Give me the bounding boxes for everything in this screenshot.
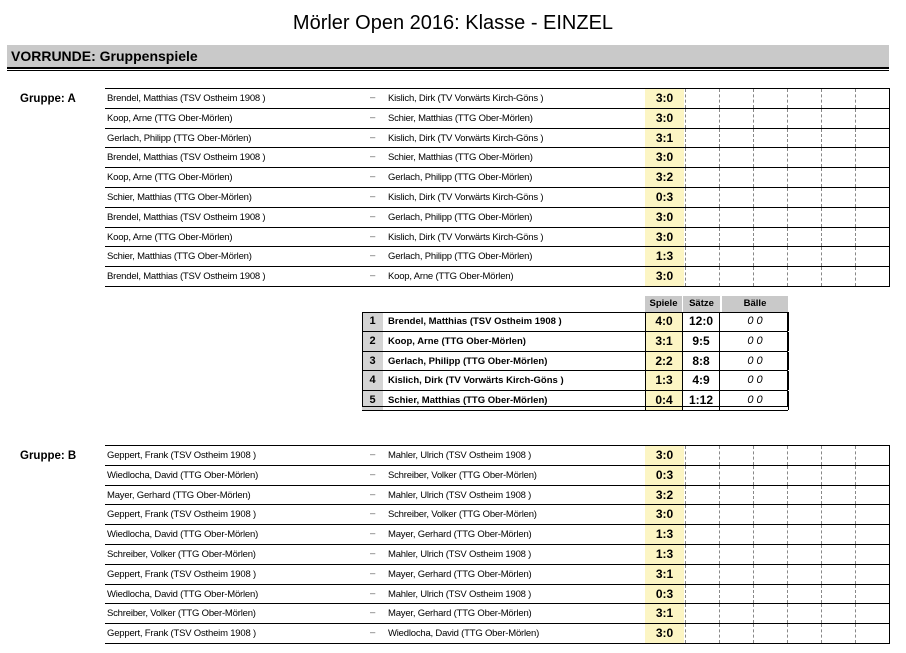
player-name: Brendel, Matthias (TSV Ostheim 1908 )	[388, 316, 562, 327]
set-cell	[685, 604, 686, 623]
set-cell	[685, 525, 686, 544]
match-row	[105, 88, 890, 109]
match-row	[105, 445, 890, 466]
player-name: Kislich, Dirk (TV Vorwärts Kirch-Göns )	[388, 375, 564, 387]
versus-dash: –	[370, 508, 376, 520]
player-home: Brendel, Matthias (TSV Ostheim 1908 )	[107, 152, 266, 164]
set-cell	[685, 267, 686, 286]
player-home: Wiedlocha, David (TTG Ober-Mörlen)	[107, 588, 259, 600]
set-cell	[753, 466, 754, 485]
set-cell	[787, 446, 788, 465]
set-cell	[787, 486, 788, 505]
set-cell	[787, 624, 788, 643]
row-edge	[889, 604, 890, 623]
row-edge	[889, 208, 890, 227]
balls: 0 0	[722, 352, 789, 371]
match-row	[105, 624, 890, 644]
set-cell	[855, 525, 856, 544]
player-away: Mahler, Ulrich (TSV Ostheim 1908 )	[388, 489, 532, 501]
versus-dash: –	[370, 567, 376, 579]
match-score: 1:3	[645, 525, 684, 544]
set-cell	[787, 109, 788, 128]
match-row	[105, 505, 890, 525]
player-home: Gerlach, Philipp (TTG Ober-Mörlen)	[107, 132, 252, 144]
standings-header	[362, 296, 788, 312]
player-home: Brendel, Matthias (TSV Ostheim 1908 )	[107, 93, 266, 104]
row-edge	[889, 89, 890, 108]
player-home: Schreiber, Volker (TTG Ober-Mörlen)	[107, 548, 256, 560]
set-cell	[855, 486, 856, 505]
sets-won-lost: 12:0	[683, 312, 720, 331]
set-cell	[787, 228, 788, 247]
rank: 5	[362, 391, 383, 410]
row-edge	[889, 505, 890, 524]
header-saetze: Sätze	[683, 296, 720, 312]
player-home: Schreiber, Volker (TTG Ober-Mörlen)	[107, 608, 256, 620]
set-cell	[753, 486, 754, 505]
set-cell	[685, 624, 686, 643]
group-a-standings	[362, 296, 788, 411]
versus-dash: –	[370, 230, 376, 242]
row-edge	[889, 228, 890, 247]
rank: 3	[362, 352, 383, 371]
set-cell	[821, 188, 822, 207]
match-score: 1:3	[645, 247, 684, 266]
sets-won-lost: 8:8	[683, 352, 720, 371]
set-cell	[821, 228, 822, 247]
set-cell	[855, 585, 856, 604]
versus-dash: –	[370, 449, 376, 460]
set-cell	[821, 505, 822, 524]
player-name: Koop, Arne (TTG Ober-Mörlen)	[388, 335, 526, 347]
match-score: 3:0	[645, 624, 684, 643]
match-score: 3:0	[645, 267, 684, 286]
set-cell	[787, 208, 788, 227]
set-cell	[855, 188, 856, 207]
set-cell	[685, 129, 686, 148]
player-home: Koop, Arne (TTG Ober-Mörlen)	[107, 172, 233, 184]
group-a-matches	[105, 88, 890, 287]
set-cell	[719, 545, 720, 564]
player-home: Brendel, Matthias (TSV Ostheim 1908 )	[107, 271, 266, 283]
match-score: 3:2	[645, 168, 684, 187]
player-home: Schier, Matthias (TTG Ober-Mörlen)	[107, 191, 252, 203]
set-cell	[685, 545, 686, 564]
set-cell	[821, 208, 822, 227]
set-cell	[719, 585, 720, 604]
set-cell	[685, 446, 686, 465]
versus-dash: –	[370, 210, 376, 222]
set-cell	[719, 466, 720, 485]
player-home: Wiedlocha, David (TTG Ober-Mörlen)	[107, 529, 259, 541]
set-cell	[753, 129, 754, 148]
row-edge	[889, 585, 890, 604]
set-cell	[719, 89, 720, 108]
match-row	[105, 525, 890, 545]
row-edge	[889, 565, 890, 584]
player-home: Koop, Arne (TTG Ober-Mörlen)	[107, 231, 233, 243]
games-won-lost: 2:2	[645, 352, 683, 371]
match-row	[105, 148, 890, 168]
set-cell	[719, 168, 720, 187]
set-cell	[753, 505, 754, 524]
versus-dash: –	[370, 587, 376, 599]
player-home: Wiedlocha, David (TTG Ober-Mörlen)	[107, 469, 259, 481]
set-cell	[821, 109, 822, 128]
set-cell	[855, 129, 856, 148]
versus-dash: –	[370, 250, 376, 262]
set-cell	[787, 565, 788, 584]
player-away: Kislich, Dirk (TV Vorwärts Kirch-Göns )	[388, 93, 544, 104]
player-away: Mayer, Gerhard (TTG Ober-Mörlen)	[388, 608, 532, 620]
set-cell	[821, 466, 822, 485]
set-cell	[855, 208, 856, 227]
player-home: Geppert, Frank (TSV Ostheim 1908 )	[107, 568, 256, 580]
row-edge	[889, 148, 890, 167]
row-edge	[889, 109, 890, 128]
group-b-matches	[105, 445, 890, 644]
set-cell	[685, 505, 686, 524]
set-cell	[719, 505, 720, 524]
set-cell	[753, 604, 754, 623]
page-title: Mörler Open 2016: Klasse - EINZEL	[292, 12, 614, 34]
match-row	[105, 247, 890, 267]
set-cell	[719, 188, 720, 207]
row-edge	[889, 129, 890, 148]
set-cell	[787, 148, 788, 167]
group-b-label: Gruppe: B	[20, 450, 77, 462]
set-cell	[685, 565, 686, 584]
set-cell	[787, 466, 788, 485]
player-away: Gerlach, Philipp (TTG Ober-Mörlen)	[388, 211, 533, 223]
set-cell	[821, 89, 822, 108]
player-away: Schreiber, Volker (TTG Ober-Mörlen)	[388, 509, 537, 521]
match-row	[105, 585, 890, 605]
set-cell	[719, 109, 720, 128]
set-cell	[753, 148, 754, 167]
player-away: Gerlach, Philipp (TTG Ober-Mörlen)	[388, 172, 533, 184]
games-won-lost: 3:1	[645, 332, 683, 351]
player-name: Schier, Matthias (TTG Ober-Mörlen)	[388, 395, 548, 407]
match-row	[105, 228, 890, 248]
set-cell	[719, 565, 720, 584]
set-cell	[685, 168, 686, 187]
standings-row	[362, 391, 788, 411]
balls: 0 0	[722, 371, 789, 390]
set-cell	[821, 148, 822, 167]
set-cell	[753, 89, 754, 108]
set-cell	[855, 446, 856, 465]
match-score: 0:3	[645, 585, 684, 604]
player-away: Mahler, Ulrich (TSV Ostheim 1908 )	[388, 548, 532, 560]
row-edge	[889, 168, 890, 187]
set-cell	[787, 267, 788, 286]
group-a-label: Gruppe: A	[20, 93, 76, 105]
header-spiele: Spiele	[645, 296, 682, 312]
row-edge	[889, 624, 890, 643]
set-cell	[821, 624, 822, 643]
versus-dash: –	[370, 627, 376, 639]
player-away: Gerlach, Philipp (TTG Ober-Mörlen)	[388, 251, 533, 263]
versus-dash: –	[370, 151, 376, 163]
set-cell	[787, 525, 788, 544]
set-cell	[787, 604, 788, 623]
set-cell	[855, 505, 856, 524]
match-row	[105, 486, 890, 506]
set-cell	[685, 247, 686, 266]
section-header	[7, 45, 889, 69]
set-cell	[787, 585, 788, 604]
match-score: 3:0	[645, 446, 684, 465]
match-row	[105, 604, 890, 624]
set-cell	[685, 148, 686, 167]
row-edge	[889, 466, 890, 485]
header-baelle: Bälle	[722, 296, 788, 312]
set-cell	[685, 466, 686, 485]
standings-row	[362, 352, 788, 372]
versus-dash: –	[370, 607, 376, 619]
set-cell	[787, 129, 788, 148]
set-cell	[855, 565, 856, 584]
set-cell	[719, 247, 720, 266]
set-cell	[753, 109, 754, 128]
set-cell	[855, 545, 856, 564]
player-name: Gerlach, Philipp (TTG Ober-Mörlen)	[388, 355, 548, 367]
match-row	[105, 565, 890, 585]
balls: 0 0	[722, 312, 789, 331]
row-edge	[889, 267, 890, 286]
versus-dash: –	[370, 528, 376, 540]
set-cell	[753, 168, 754, 187]
set-cell	[685, 486, 686, 505]
set-cell	[719, 446, 720, 465]
match-score: 3:1	[645, 129, 684, 148]
set-cell	[719, 228, 720, 247]
games-won-lost: 0:4	[645, 391, 683, 410]
set-cell	[855, 267, 856, 286]
row-edge	[889, 446, 890, 465]
set-cell	[787, 188, 788, 207]
set-cell	[753, 267, 754, 286]
player-away: Wiedlocha, David (TTG Ober-Mörlen)	[388, 628, 540, 640]
match-score: 3:2	[645, 486, 684, 505]
set-cell	[719, 624, 720, 643]
match-row	[105, 545, 890, 565]
match-row	[105, 109, 890, 129]
set-cell	[821, 168, 822, 187]
set-cell	[685, 208, 686, 227]
set-cell	[719, 148, 720, 167]
set-cell	[855, 168, 856, 187]
set-cell	[787, 505, 788, 524]
row-edge	[889, 247, 890, 266]
section-divider	[7, 70, 889, 71]
match-score: 3:0	[645, 505, 684, 524]
versus-dash: –	[370, 171, 376, 183]
player-away: Schier, Matthias (TTG Ober-Mörlen)	[388, 152, 533, 164]
player-away: Kislich, Dirk (TV Vorwärts Kirch-Göns )	[388, 191, 544, 203]
games-won-lost: 1:3	[645, 371, 683, 390]
match-row	[105, 168, 890, 188]
set-cell	[821, 604, 822, 623]
set-cell	[787, 89, 788, 108]
set-cell	[753, 208, 754, 227]
versus-dash: –	[370, 190, 376, 202]
versus-dash: –	[370, 111, 376, 123]
rank: 4	[362, 371, 383, 390]
set-cell	[753, 585, 754, 604]
rank: 1	[362, 312, 383, 331]
row-edge	[889, 486, 890, 505]
versus-dash: –	[370, 92, 376, 103]
set-cell	[821, 129, 822, 148]
set-cell	[719, 525, 720, 544]
player-home: Mayer, Gerhard (TTG Ober-Mörlen)	[107, 489, 251, 501]
versus-dash: –	[370, 468, 376, 480]
sets-won-lost: 1:12	[683, 391, 720, 410]
set-cell	[821, 446, 822, 465]
versus-dash: –	[370, 488, 376, 500]
set-cell	[685, 188, 686, 207]
set-cell	[821, 545, 822, 564]
set-cell	[787, 168, 788, 187]
player-away: Mayer, Gerhard (TTG Ober-Mörlen)	[388, 568, 532, 580]
versus-dash: –	[370, 547, 376, 559]
set-cell	[753, 446, 754, 465]
versus-dash: –	[370, 131, 376, 143]
set-cell	[821, 565, 822, 584]
player-home: Brendel, Matthias (TSV Ostheim 1908 )	[107, 211, 266, 223]
set-cell	[855, 89, 856, 108]
standings-row	[362, 332, 788, 352]
player-away: Schier, Matthias (TTG Ober-Mörlen)	[388, 112, 533, 124]
set-cell	[685, 89, 686, 108]
set-cell	[787, 247, 788, 266]
match-score: 3:0	[645, 148, 684, 167]
games-won-lost: 4:0	[645, 312, 683, 331]
set-cell	[855, 109, 856, 128]
match-score: 3:0	[645, 208, 684, 227]
match-score: 1:3	[645, 545, 684, 564]
match-row	[105, 129, 890, 149]
match-score: 3:1	[645, 604, 684, 623]
player-home: Geppert, Frank (TSV Ostheim 1908 )	[107, 628, 256, 640]
player-away: Mayer, Gerhard (TTG Ober-Mörlen)	[388, 529, 532, 541]
player-home: Koop, Arne (TTG Ober-Mörlen)	[107, 112, 233, 124]
match-score: 0:3	[645, 188, 684, 207]
match-score: 0:3	[645, 466, 684, 485]
row-edge	[889, 545, 890, 564]
set-cell	[719, 129, 720, 148]
set-cell	[753, 228, 754, 247]
set-cell	[753, 188, 754, 207]
row-edge	[889, 188, 890, 207]
sets-won-lost: 4:9	[683, 371, 720, 390]
set-cell	[821, 267, 822, 286]
set-cell	[685, 109, 686, 128]
set-cell	[855, 624, 856, 643]
rank: 2	[362, 332, 383, 351]
match-row	[105, 267, 890, 287]
set-cell	[753, 624, 754, 643]
match-row	[105, 466, 890, 486]
set-cell	[719, 604, 720, 623]
set-cell	[821, 247, 822, 266]
set-cell	[787, 545, 788, 564]
section-title: VORRUNDE: Gruppenspiele	[11, 48, 198, 64]
set-cell	[855, 604, 856, 623]
player-home: Schier, Matthias (TTG Ober-Mörlen)	[107, 251, 252, 263]
standings-row	[362, 371, 788, 391]
standings-row	[362, 312, 788, 332]
set-cell	[719, 208, 720, 227]
player-away: Koop, Arne (TTG Ober-Mörlen)	[388, 271, 514, 283]
match-score: 3:1	[645, 565, 684, 584]
set-cell	[855, 247, 856, 266]
set-cell	[855, 148, 856, 167]
set-cell	[821, 486, 822, 505]
match-score: 3:0	[645, 89, 684, 108]
set-cell	[753, 525, 754, 544]
match-row	[105, 188, 890, 208]
match-score: 3:0	[645, 109, 684, 128]
player-away: Kislich, Dirk (TV Vorwärts Kirch-Göns )	[388, 132, 544, 144]
player-away: Mahler, Ulrich (TSV Ostheim 1908 )	[388, 450, 532, 461]
balls: 0 0	[722, 332, 789, 351]
match-row	[105, 208, 890, 228]
row-edge	[889, 525, 890, 544]
set-cell	[821, 585, 822, 604]
set-cell	[685, 228, 686, 247]
set-cell	[719, 486, 720, 505]
player-away: Schreiber, Volker (TTG Ober-Mörlen)	[388, 469, 537, 481]
set-cell	[753, 545, 754, 564]
player-home: Geppert, Frank (TSV Ostheim 1908 )	[107, 509, 256, 521]
sets-won-lost: 9:5	[683, 332, 720, 351]
set-cell	[855, 228, 856, 247]
set-cell	[685, 585, 686, 604]
player-home: Geppert, Frank (TSV Ostheim 1908 )	[107, 450, 256, 461]
match-score: 3:0	[645, 228, 684, 247]
set-cell	[719, 267, 720, 286]
set-cell	[753, 247, 754, 266]
set-cell	[855, 466, 856, 485]
set-cell	[821, 525, 822, 544]
player-away: Mahler, Ulrich (TSV Ostheim 1908 )	[388, 588, 532, 600]
set-cell	[753, 565, 754, 584]
versus-dash: –	[370, 270, 376, 282]
balls: 0 0	[722, 391, 789, 410]
player-away: Kislich, Dirk (TV Vorwärts Kirch-Göns )	[388, 231, 544, 243]
